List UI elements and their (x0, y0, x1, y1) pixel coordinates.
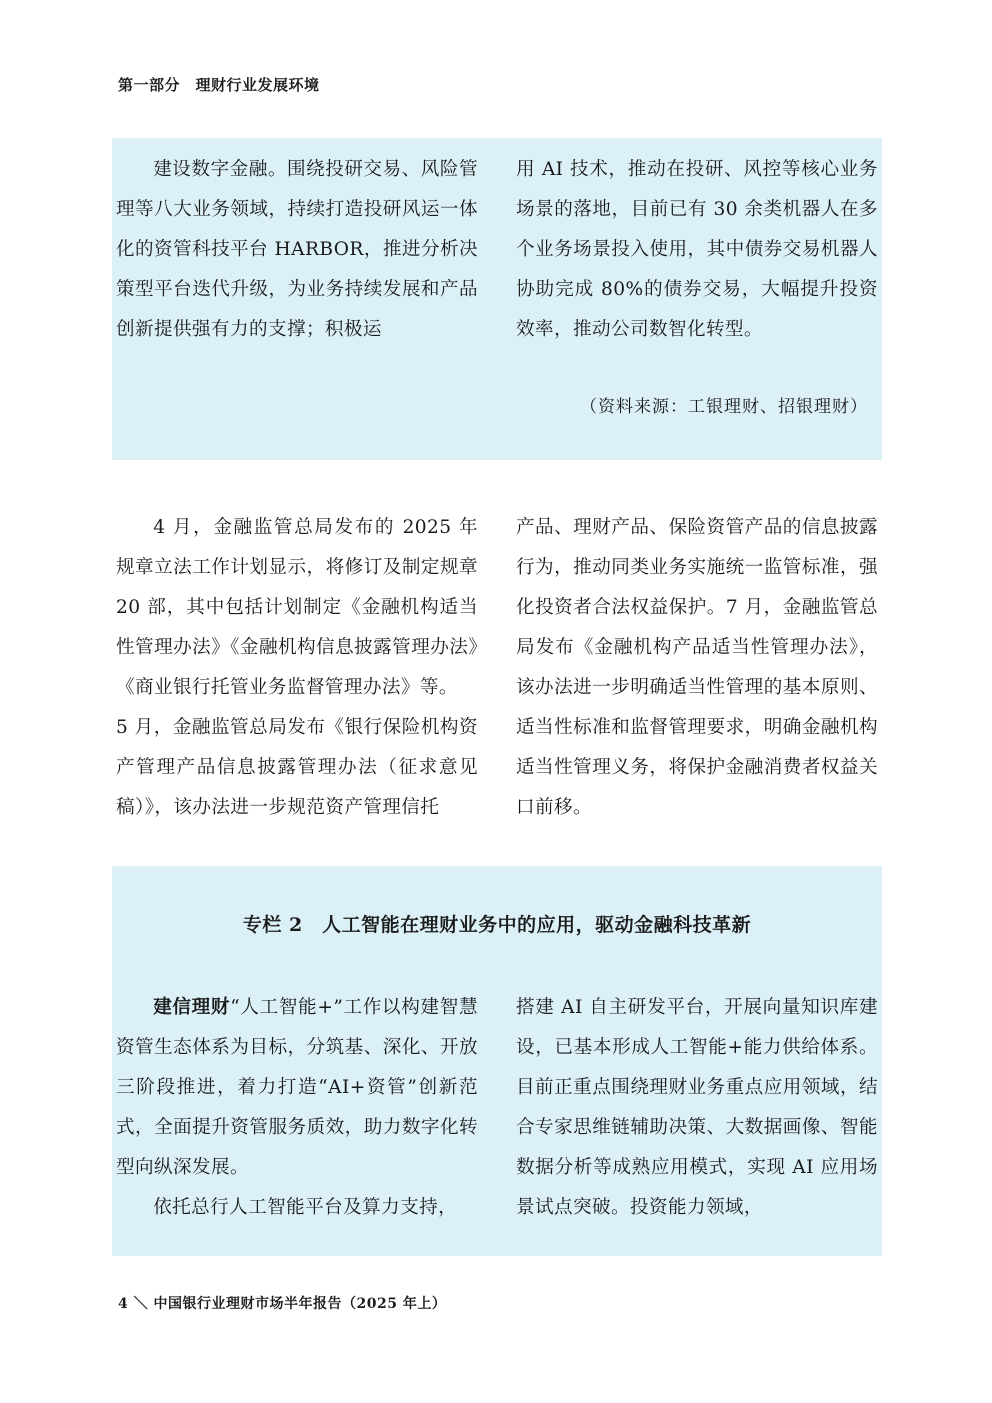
body-paragraph: 产品、理财产品、保险资管产品的信息披露行为，推动同类业务实施统一监管标准，强化投资者合法权益保护。7 月，金融监管总局发布《金融机构产品适当性管理办法》，该办法进一步明确适当性管理的基本原则、适当性标准和监督管理要求，明确金融机构适当性管理义务，将保护金融消费者权益关口前移。 (516, 517, 878, 818)
page-footer: 4 ＼ 中国银行业理财市场半年报告（2025 年上） (118, 1296, 447, 1312)
bold-lead-text: 建信理财 (153, 997, 231, 1018)
box1-left-paragraph: 建设数字金融。围绕投研交易、风险管理等八大业务领域，持续打造投研风运一体化的资管科技平台 HARBOR，推进分析决策型平台迭代升级，为业务持续发展和产品创新提供强有力的支撑；积极运 (116, 159, 478, 340)
box2-right-paragraph: 搭建 AI 自主研发平台，开展向量知识库建设，已基本形成人工智能+能力供给体系。目前正重点围绕理财业务重点应用领域，结合专家思维链辅助决策、大数据画像、智能数据分析等成熟应用模式，实现 AI 应用场景试点突破。投资能力领域， (516, 997, 878, 1218)
box2-left-paragraph: 依托总行人工智能平台及算力支持， (153, 1197, 458, 1218)
source-note: （资料来源：工银理财、招银理财） (580, 397, 868, 417)
box1-right-column (516, 150, 878, 350)
box2-left-paragraph (116, 988, 478, 1188)
feature-box-1 (112, 138, 882, 460)
box1-right-paragraph: 用 AI 技术，推动在投研、风控等核心业务场景的落地，目前已有 30 余类机器人在多个业务场景投入使用，其中债券交易机器人协助完成 80%的债券交易，大幅提升投资效率，推动公司数智化转型。 (516, 159, 878, 340)
paragraph-text: “人工智能+”工作以构建智慧资管生态体系为目标，分筑基、深化、开放三阶段推进，着力打造“AI+资管”创新范式，全面提升资管服务质效，助力数字化转型向纵深发展。 (116, 997, 478, 1178)
body-paragraph: 5 月，金融监管总局发布《银行保险机构资产管理产品信息披露管理办法（征求意见稿）》，该办法进一步规范资产管理信托 (116, 717, 478, 818)
body-paragraph: 4 月，金融监管总局发布的 2025 年规章立法工作计划显示，将修订及制定规章 20 部，其中包括计划制定《金融机构适当性管理办法》《金融机构信息披露管理办法》《商业银行托管业务监督管理办法》等。 (116, 517, 478, 698)
running-head: 第一部分 理财行业发展环境 (118, 76, 320, 94)
feature-box-2 (112, 866, 882, 1256)
box-title: 专栏 2 人工智能在理财业务中的应用，驱动金融科技革新 (242, 914, 752, 936)
body-left-column (116, 508, 478, 828)
box1-left-column (116, 150, 478, 350)
body-right-column (516, 508, 878, 828)
box2-left-column (116, 988, 478, 1228)
box2-right-column (516, 988, 878, 1228)
